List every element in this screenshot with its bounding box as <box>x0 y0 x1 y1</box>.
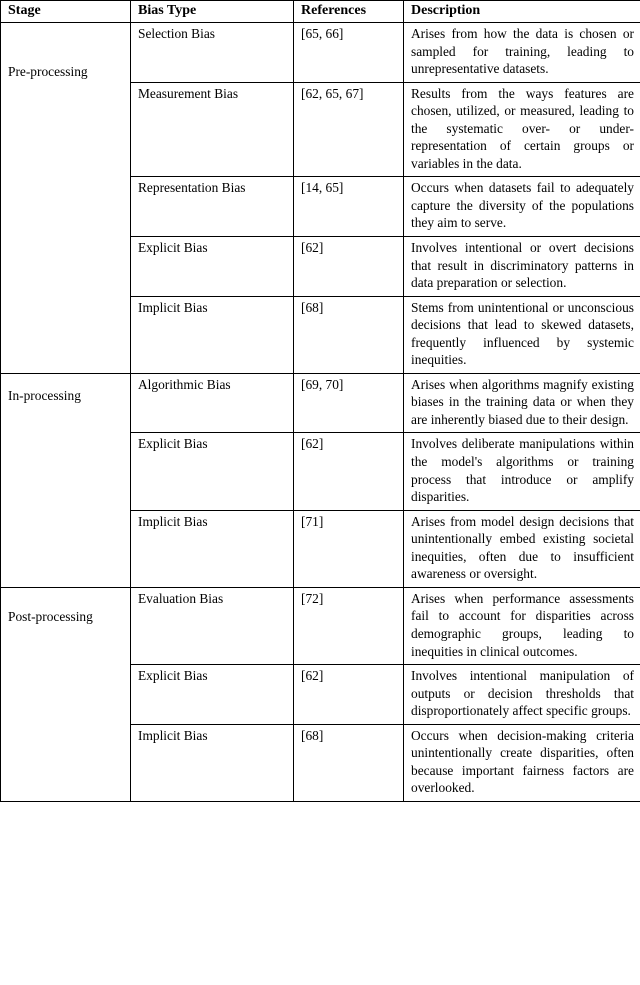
stage-cell-post-processing: Post-processing <box>1 587 131 801</box>
bias-type-cell: Measurement Bias <box>131 82 294 177</box>
references-cell: [14, 65] <box>294 177 404 237</box>
bias-type-cell: Representation Bias <box>131 177 294 237</box>
description-cell: Involves deliberate manipulations within the model's algorithms or training process that introduce or amplify disparities. <box>404 433 640 510</box>
description-cell: Arises when algorithms magnify existing biases in the training data or when they are inherently biased due to their design. <box>404 373 640 433</box>
header-row <box>1 1 640 23</box>
references-cell: [71] <box>294 510 404 587</box>
bias-type-cell: Evaluation Bias <box>131 587 294 664</box>
description-cell: Involves intentional manipulation of outputs or decision thresholds that disproportionately affect specific groups. <box>404 665 640 725</box>
description-cell: Stems from unintentional or unconscious decisions that lead to skewed datasets, frequently influenced by systemic inequities. <box>404 296 640 373</box>
references-cell: [62] <box>294 237 404 297</box>
description-cell: Arises from how the data is chosen or sampled for training, leading to unrepresentative datasets. <box>404 23 640 83</box>
references-cell: [62] <box>294 433 404 510</box>
references-cell: [68] <box>294 724 404 801</box>
references-cell: [65, 66] <box>294 23 404 83</box>
references-cell: [72] <box>294 587 404 664</box>
description-cell: Arises when performance assessments fail to account for disparities across demographic groups, leading to inequities in clinical outcomes. <box>404 587 640 664</box>
description-cell: Arises from model design decisions that unintentionally embed existing societal inequities, often due to insufficient awareness or oversight. <box>404 510 640 587</box>
bias-type-cell: Explicit Bias <box>131 433 294 510</box>
bias-type-cell: Explicit Bias <box>131 665 294 725</box>
description-cell: Involves intentional or overt decisions that result in discriminatory patterns in data preparation or selection. <box>404 237 640 297</box>
table-row <box>1 23 640 83</box>
table-row <box>1 587 640 664</box>
stage-cell-in-processing: In-processing <box>1 373 131 587</box>
header-references: References <box>294 1 404 23</box>
bias-type-cell: Implicit Bias <box>131 510 294 587</box>
bias-type-cell: Selection Bias <box>131 23 294 83</box>
table-row <box>1 373 640 433</box>
stage-cell-pre-processing: Pre-processing <box>1 23 131 374</box>
references-cell: [69, 70] <box>294 373 404 433</box>
description-cell: Results from the ways features are chosen, utilized, or measured, leading to the systematic over- or under-representation of certain groups or variables in the data. <box>404 82 640 177</box>
bias-type-cell: Algorithmic Bias <box>131 373 294 433</box>
bias-type-cell: Implicit Bias <box>131 296 294 373</box>
bias-type-cell: Explicit Bias <box>131 237 294 297</box>
header-bias-type: Bias Type <box>131 1 294 23</box>
header-stage: Stage <box>1 1 131 23</box>
header-description: Description <box>404 1 640 23</box>
description-cell: Occurs when datasets fail to adequately capture the diversity of the populations they aim to serve. <box>404 177 640 237</box>
references-cell: [62, 65, 67] <box>294 82 404 177</box>
references-cell: [68] <box>294 296 404 373</box>
references-cell: [62] <box>294 665 404 725</box>
bias-type-cell: Implicit Bias <box>131 724 294 801</box>
description-cell: Occurs when decision-making criteria unintentionally create disparities, often because important fairness factors are overlooked. <box>404 724 640 801</box>
